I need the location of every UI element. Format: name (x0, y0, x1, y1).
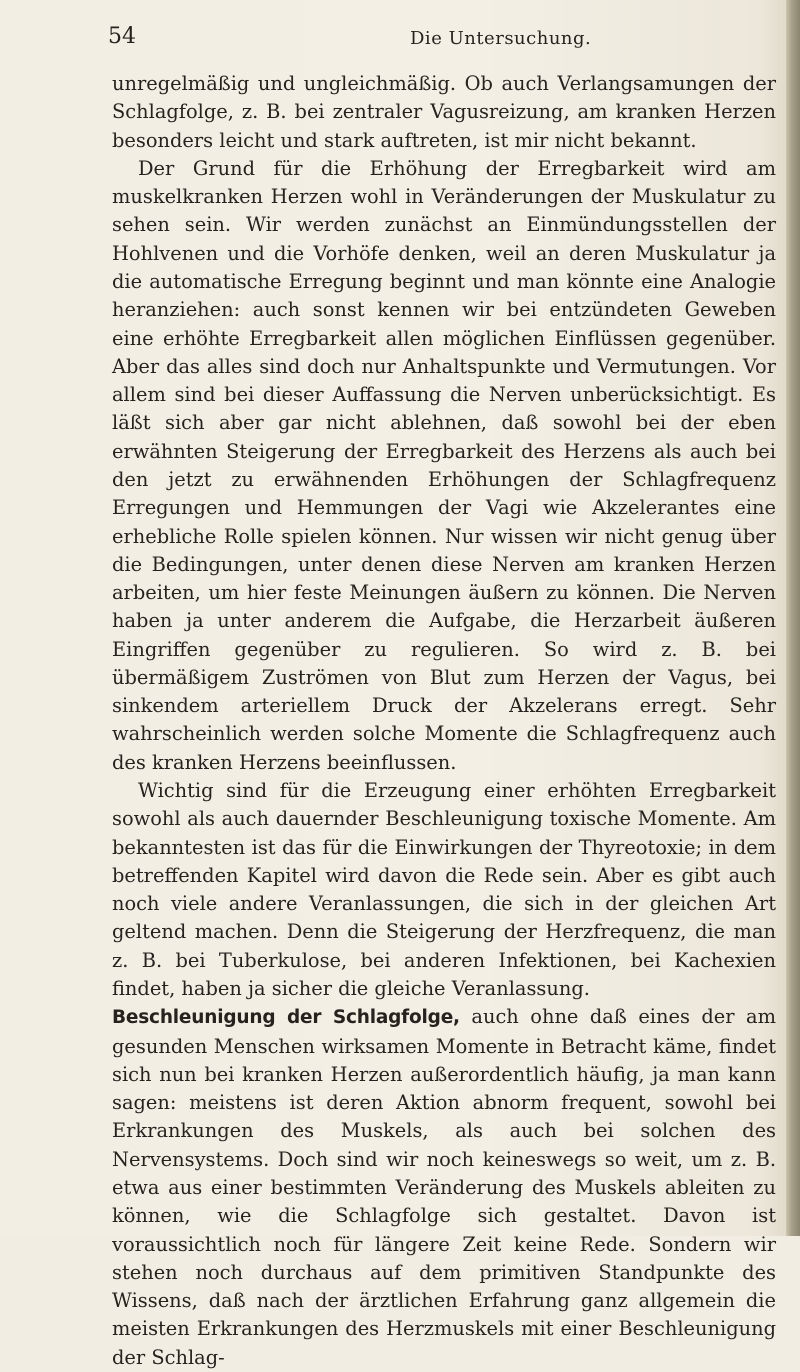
body-text (112, 70, 776, 1372)
running-title: Die Untersuchung. (410, 28, 592, 49)
paragraph-text: Der Grund für die Erhöhung der Erregbarkeit wird am muskelkranken Herzen wohl in Veränderungen der Muskulatur zu sehen sein. Wir werden zunächst an Einmündungsstellen der Hohlvenen und die Vorhöfe denken, weil an deren Muskulatur ja die automatische Erregung beginnt und man könnte eine Analogie heranziehen: auch sonst kennen wir bei entzündeten Geweben eine erhöhte Erregbarkeit allen möglichen Einflüssen gegenüber. Aber das alles sind doch nur Anhaltspunkte und Vermutungen. Vor allem sind bei dieser Auffassung die Nerven unberücksichtigt. Es läßt sich aber gar nicht ablehnen, daß sowohl bei der eben erwähnten Steigerung der Erregbarkeit des Herzens als auch bei den jetzt zu erwähnenden Erhöhungen der Schlagfrequenz Erregungen und Hemmungen der Vagi wie Akzelerantes eine erhebliche Rolle spielen können. Nur wissen wir nicht genug über die Bedingungen, unter denen diese Nerven am kranken Herzen arbeiten, um hier feste Meinungen äußern zu können. Die Nerven haben ja unter anderem die Aufgabe, die Herzarbeit äußeren Eingriffen gegenüber zu regulieren. So wird z. B. bei übermäßigem Zuströmen von Blut zum Herzen der Vagus, bei sinkendem arteriellem Druck der Akzelerans erregt. Sehr wahrscheinlich werden solche Momente die Schlagfrequenz auch des kranken Herzens beeinflussen. (112, 156, 776, 774)
page-header (108, 24, 768, 54)
paragraph (112, 777, 776, 1003)
page-number: 54 (108, 24, 136, 49)
paragraph (112, 155, 776, 777)
paragraph-text: Wichtig sind für die Erzeugung einer erhöhten Erregbarkeit sowohl als auch dauernder Beschleunigung toxische Momente. Am bekanntesten ist das für die Einwirkungen der Thyreotoxie; in dem betreffenden Kapitel wird davon die Rede sein. Aber es gibt auch noch viele andere Veranlassungen, die sich in der gleichen Art geltend machen. Denn die Steigerung der Herzfrequenz, die man z. B. bei Tuberkulose, bei anderen Infektionen, bei Kachexien findet, haben ja sicher die gleiche Veranlassung. (112, 779, 776, 1000)
paragraph-text: unregelmäßig und ungleichmäßig. Ob auch Verlangsamungen der Schlagfolge, z. B. bei zentraler Vagusreizung, am kranken Herzen besonders leicht und stark auftreten, ist mir nicht bekannt. (112, 72, 776, 152)
run-in-heading: Beschleunigung der Schlagfolge, (112, 1007, 460, 1029)
paragraph (112, 1003, 776, 1372)
page-edge-shadow (786, 0, 800, 1236)
paragraph (112, 70, 776, 155)
paragraph-text: auch ohne daß eines der am gesunden Menschen wirksamen Momente in Betracht käme, findet sich nun bei kranken Herzen außerordentlich häufig, ja man kann sagen: meistens ist deren Aktion abnorm frequent, sowohl bei Erkrankungen des Muskels, als auch bei solchen des Nervensystems. Doch sind wir noch keineswegs so weit, um z. B. etwa aus einer bestimmten Veränderung des Muskels ableiten zu können, wie die Schlagfolge sich gestaltet. Davon ist voraussichtlich noch für längere Zeit keine Rede. Sondern wir stehen noch durchaus auf dem primitiven Standpunkte des Wissens, daß nach der ärztlichen Erfahrung ganz allgemein die meisten Erkrankungen des Herzmuskels mit einer Beschleunigung der Schlag- (112, 1005, 776, 1369)
